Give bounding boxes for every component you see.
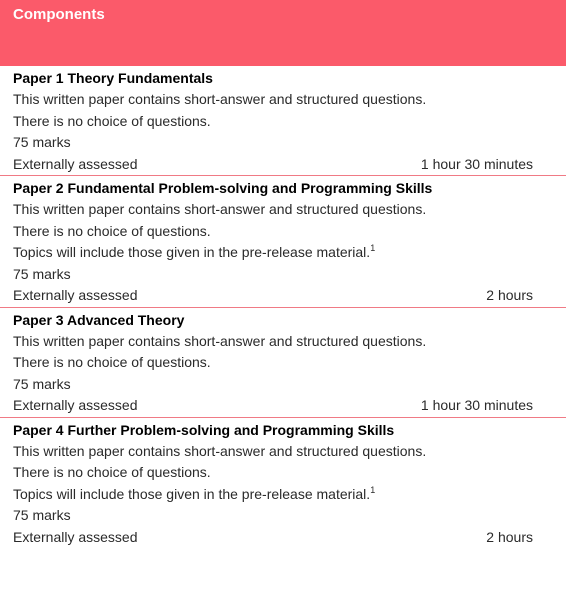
paper-title: Paper 2 Fundamental Problem-solving and Programming Skills	[13, 180, 433, 196]
paper-choice-note: There is no choice of questions.	[13, 354, 211, 370]
paper-title: Paper 1 Theory Fundamentals	[13, 70, 213, 86]
assessment-row	[13, 154, 553, 176]
paper-1-block	[0, 66, 566, 176]
footnote-marker: 1	[370, 243, 376, 253]
paper-choice-note: There is no choice of questions.	[13, 112, 211, 129]
paper-description: This written paper contains short-answer and structured questions.	[13, 201, 427, 217]
paper-duration: 1 hour 30 minutes	[420, 397, 533, 413]
footnote-marker: 1	[370, 484, 376, 495]
components-header	[0, 0, 566, 66]
paper-marks: 75 marks	[13, 134, 71, 150]
assessment-row	[13, 527, 553, 549]
paper-3-block	[0, 308, 566, 418]
assessment-row	[13, 285, 553, 307]
topics-text: Topics will include those given in the pre-release material.	[13, 244, 371, 260]
paper-choice-note: There is no choice of questions.	[13, 464, 211, 480]
paper-marks: 75 marks	[13, 265, 71, 282]
assessment-row	[13, 395, 553, 417]
papers-list	[0, 66, 566, 548]
paper-title: Paper 4 Further Problem-solving and Programming Skills	[13, 421, 395, 438]
paper-topics-note	[13, 242, 553, 264]
paper-duration: 2 hours	[486, 528, 533, 545]
paper-4-block	[0, 418, 566, 549]
topics-text: Topics will include those given in the pre-release material.	[13, 485, 371, 502]
paper-title: Paper 3 Advanced Theory	[13, 311, 185, 328]
paper-choice-note: There is no choice of questions.	[13, 222, 211, 239]
assessment-type: Externally assessed	[13, 287, 138, 303]
assessment-type: Externally assessed	[13, 528, 138, 545]
paper-description: This written paper contains short-answer and structured questions.	[13, 332, 427, 349]
assessment-type: Externally assessed	[13, 397, 138, 413]
paper-description: This written paper contains short-answer and structured questions.	[13, 91, 427, 107]
paper-duration: 2 hours	[486, 287, 533, 303]
paper-duration: 1 hour 30 minutes	[420, 155, 533, 172]
paper-description: This written paper contains short-answer and structured questions.	[13, 442, 427, 459]
paper-2-block	[0, 176, 566, 308]
assessment-type: Externally assessed	[13, 155, 138, 172]
paper-marks: 75 marks	[13, 507, 71, 523]
section-title: Components	[13, 6, 105, 23]
paper-topics-note	[13, 484, 553, 506]
paper-marks: 75 marks	[13, 375, 71, 392]
